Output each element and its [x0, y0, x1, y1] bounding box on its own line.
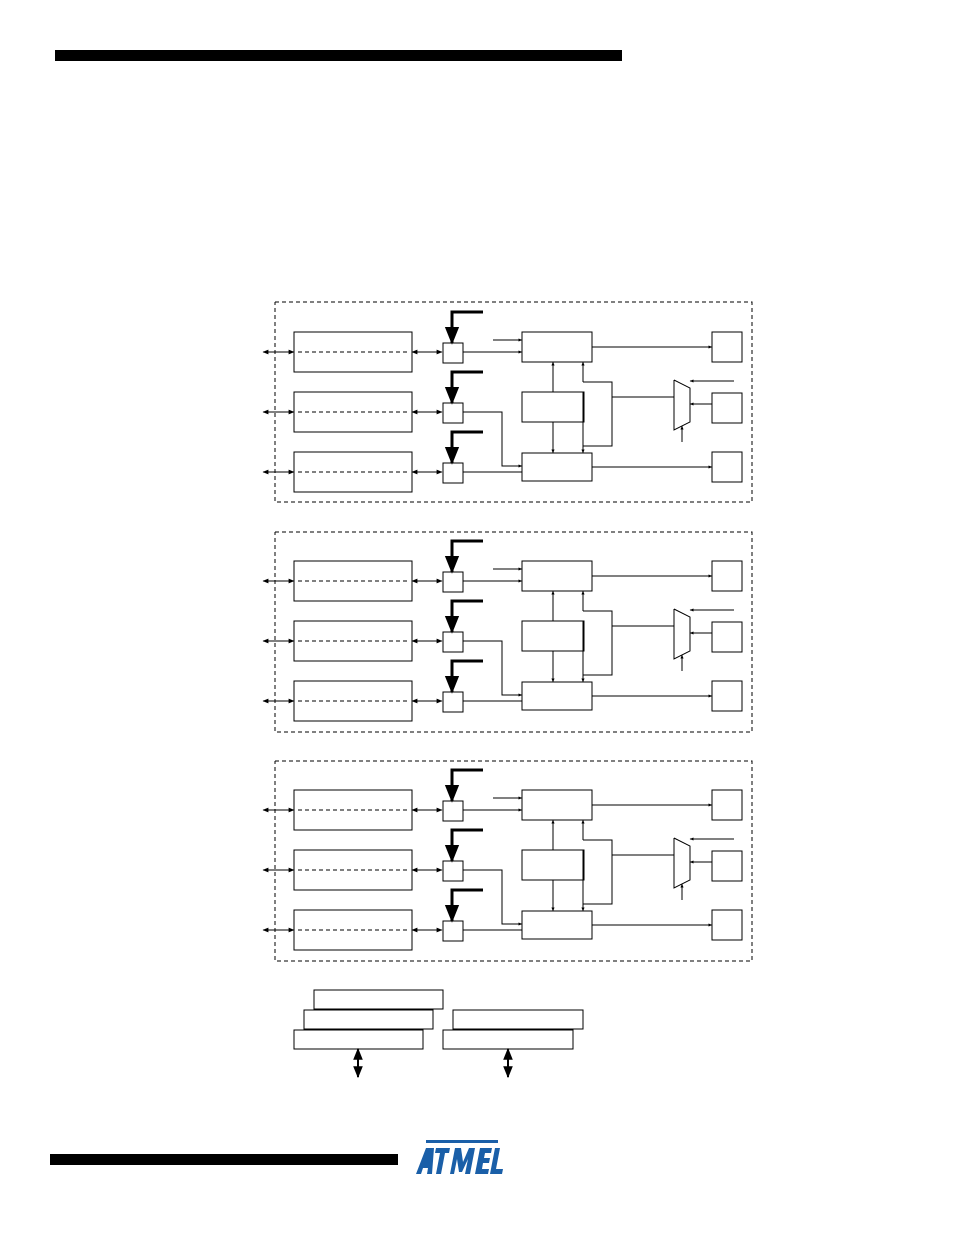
channel-mux: [674, 609, 690, 659]
register-block: [294, 452, 412, 492]
latch-block: [443, 463, 463, 483]
atmel-logo: [412, 1138, 508, 1191]
input-pin: [712, 393, 742, 423]
counter-block: [522, 392, 584, 422]
data-path: [452, 541, 483, 572]
stacked-register: [443, 1030, 573, 1049]
latch-block: [443, 801, 463, 821]
output-pin-a: [712, 561, 742, 591]
register-block: [294, 790, 412, 830]
footer-rule: [50, 1154, 398, 1165]
channel-mux: [674, 838, 690, 888]
register-block: [294, 850, 412, 890]
input-pin: [712, 851, 742, 881]
register-block: [294, 910, 412, 950]
latch-block: [443, 403, 463, 423]
latch-block: [443, 343, 463, 363]
compare-block-a: [522, 332, 592, 362]
data-path: [452, 890, 483, 921]
feedback-path: [583, 611, 612, 682]
counter-block: [522, 621, 584, 651]
counter-block: [522, 850, 584, 880]
feedback-path: [583, 840, 612, 911]
compare-block-a: [522, 790, 592, 820]
latch-block: [443, 632, 463, 652]
channel-mux: [674, 380, 690, 430]
stacked-register: [304, 1010, 433, 1029]
register-block: [294, 621, 412, 661]
compare-block-b: [522, 682, 592, 710]
data-path: [452, 312, 483, 343]
output-pin-a: [712, 332, 742, 362]
compare-input: [463, 412, 522, 466]
data-path: [452, 372, 483, 403]
latch-block: [443, 692, 463, 712]
feedback-path: [583, 382, 612, 453]
register-block: [294, 332, 412, 372]
stacked-register: [453, 1010, 583, 1029]
data-path: [452, 432, 483, 463]
latch-block: [443, 861, 463, 881]
data-path: [452, 601, 483, 632]
stacked-register: [314, 990, 443, 1009]
data-path: [452, 770, 483, 801]
compare-block-a: [522, 561, 592, 591]
data-path: [452, 830, 483, 861]
stacked-register: [294, 1030, 423, 1049]
input-pin: [712, 622, 742, 652]
compare-block-b: [522, 453, 592, 481]
output-pin-b: [712, 681, 742, 711]
latch-block: [443, 921, 463, 941]
data-path: [452, 661, 483, 692]
latch-block: [443, 572, 463, 592]
output-pin-b: [712, 452, 742, 482]
compare-input: [463, 641, 522, 695]
compare-input: [463, 870, 522, 924]
register-block: [294, 561, 412, 601]
output-pin-b: [712, 910, 742, 940]
register-block: [294, 392, 412, 432]
output-pin-a: [712, 790, 742, 820]
register-block: [294, 681, 412, 721]
compare-block-b: [522, 911, 592, 939]
